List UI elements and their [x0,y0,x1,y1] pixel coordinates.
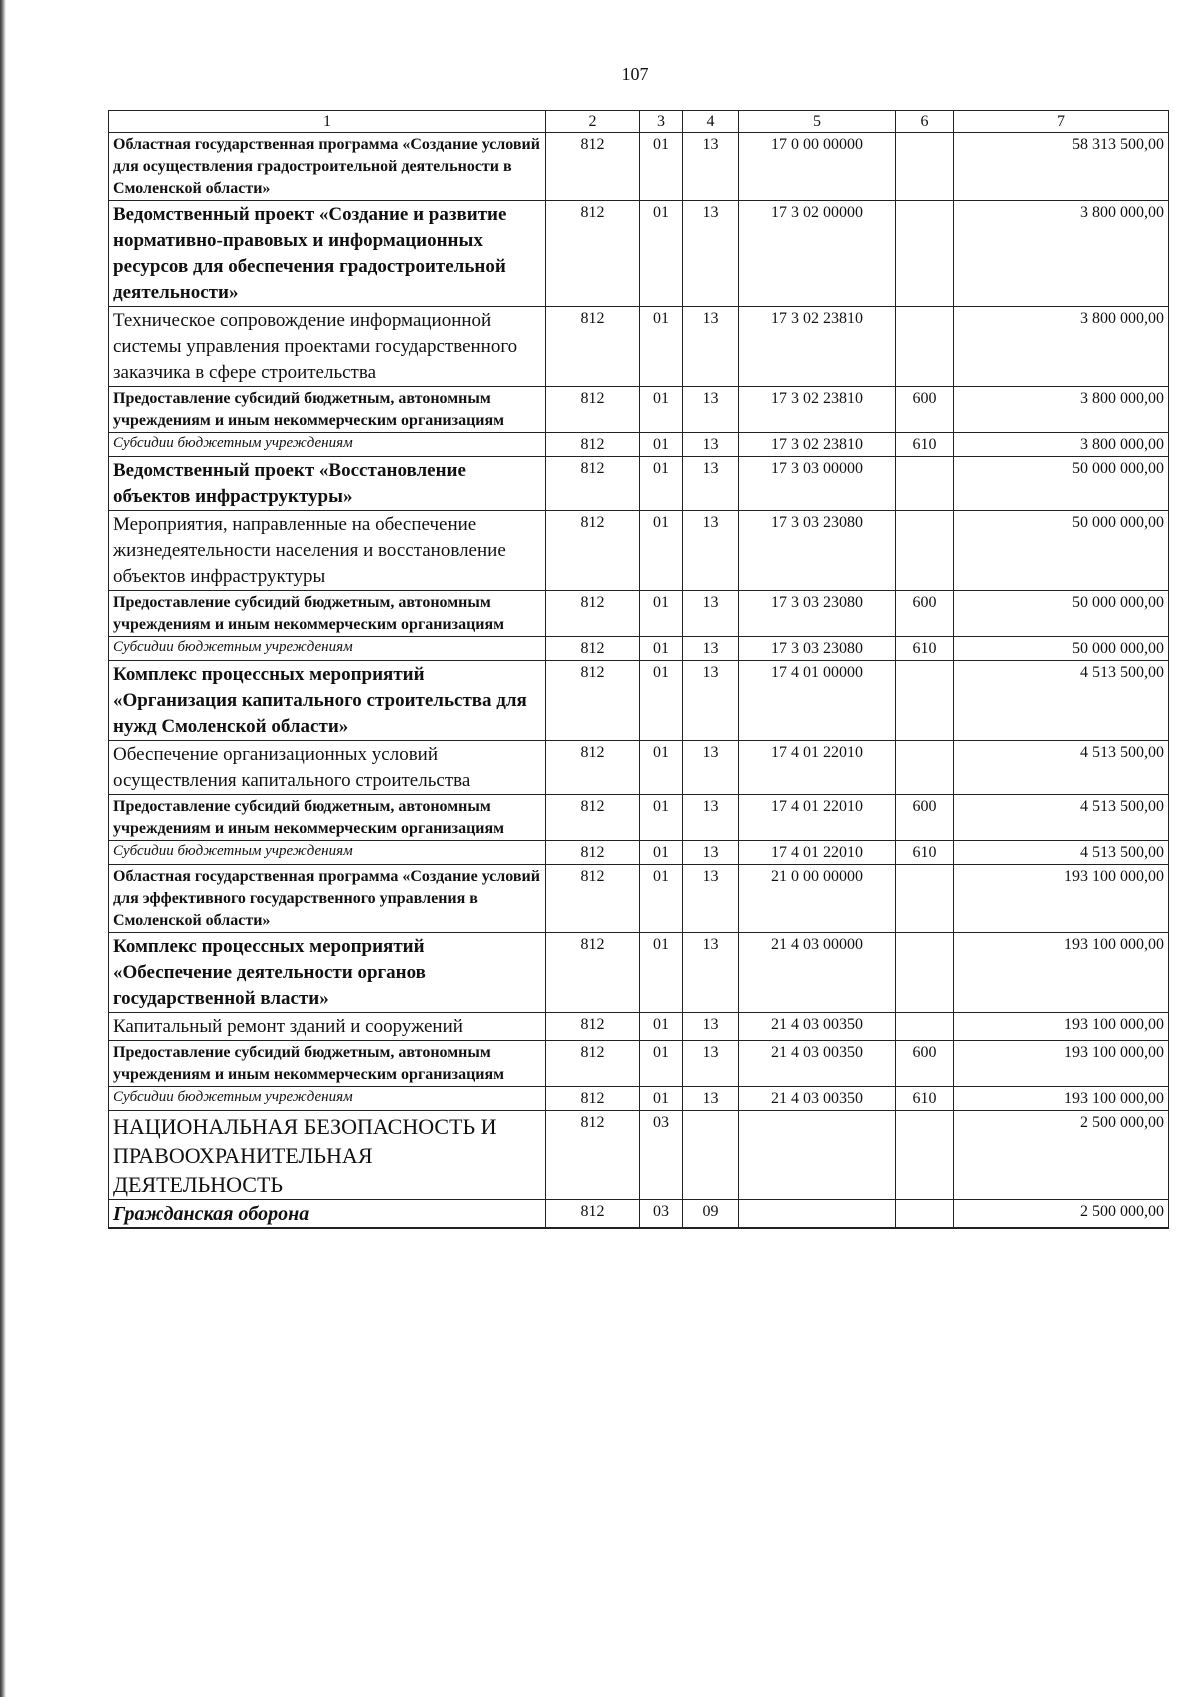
scan-edge [0,0,6,1697]
expense-type-code: 610 [896,433,954,457]
amount: 193 100 000,00 [954,1013,1169,1041]
table-row [109,1041,1169,1087]
table-row [109,387,1169,433]
subsection-code: 13 [683,201,739,307]
item-name: Ведомственный проект «Восстановление объектов инфраструктуры» [109,457,546,511]
section-code: 01 [640,1013,683,1041]
item-name: НАЦИОНАЛЬНАЯ БЕЗОПАСНОСТЬ И ПРАВООХРАНИТЕЛЬНАЯ ДЕЯТЕЛЬНОСТЬ [109,1111,546,1200]
table-row [109,1087,1169,1111]
target-article-code [739,1200,896,1229]
expense-type-code: 600 [896,591,954,637]
amount: 58 313 500,00 [954,133,1169,201]
expense-type-code [896,1013,954,1041]
target-article-code: 21 4 03 00350 [739,1087,896,1111]
amount: 2 500 000,00 [954,1200,1169,1229]
subsection-code: 13 [683,511,739,591]
amount: 193 100 000,00 [954,1041,1169,1087]
amount: 50 000 000,00 [954,637,1169,661]
target-article-code: 17 0 00 00000 [739,133,896,201]
table-body [109,111,1169,1229]
amount: 3 800 000,00 [954,201,1169,307]
table-row [109,307,1169,387]
section-code: 01 [640,661,683,741]
target-article-code: 21 4 03 00000 [739,933,896,1013]
target-article-code: 21 0 00 00000 [739,865,896,933]
header-col-4: 4 [683,111,739,133]
amount: 3 800 000,00 [954,307,1169,387]
chapter-code: 812 [546,433,640,457]
section-code: 01 [640,201,683,307]
section-code: 01 [640,1087,683,1111]
amount: 50 000 000,00 [954,511,1169,591]
table-row [109,741,1169,795]
subsection-code: 13 [683,1087,739,1111]
amount: 4 513 500,00 [954,795,1169,841]
target-article-code: 17 4 01 00000 [739,661,896,741]
subsection-code: 13 [683,1013,739,1041]
section-code: 01 [640,133,683,201]
subsection-code: 13 [683,933,739,1013]
expense-type-code: 600 [896,1041,954,1087]
chapter-code: 812 [546,1041,640,1087]
expense-type-code [896,511,954,591]
expense-type-code [896,661,954,741]
table-row [109,933,1169,1013]
item-name: Областная государственная программа «Создание условий для осуществления градостроительной деятельности в Смоленской области» [109,133,546,201]
expense-type-code [896,865,954,933]
table-row [109,661,1169,741]
subsection-code: 13 [683,661,739,741]
chapter-code: 812 [546,865,640,933]
section-code: 01 [640,933,683,1013]
table-row [109,511,1169,591]
item-name: Субсидии бюджетным учреждениям [109,841,546,865]
chapter-code: 812 [546,387,640,433]
expense-type-code [896,201,954,307]
table-row [109,1200,1169,1229]
section-code: 01 [640,511,683,591]
target-article-code [739,1111,896,1200]
item-name: Субсидии бюджетным учреждениям [109,1087,546,1111]
item-name: Капитальный ремонт зданий и сооружений [109,1013,546,1041]
expense-type-code: 600 [896,795,954,841]
item-name: Мероприятия, направленные на обеспечение жизнедеятельности населения и восстановление объектов инфраструктуры [109,511,546,591]
item-name: Предоставление субсидий бюджетным, автономным учреждениям и иным некоммерческим организациям [109,387,546,433]
amount: 193 100 000,00 [954,1087,1169,1111]
target-article-code: 17 3 03 00000 [739,457,896,511]
section-code: 01 [640,433,683,457]
amount: 4 513 500,00 [954,741,1169,795]
section-code: 01 [640,387,683,433]
chapter-code: 812 [546,661,640,741]
subsection-code [683,1111,739,1200]
chapter-code: 812 [546,1087,640,1111]
table-row [109,591,1169,637]
item-name: Ведомственный проект «Создание и развитие нормативно-правовых и информационных ресурсов для обеспечения градостроительной деятельности» [109,201,546,307]
amount: 2 500 000,00 [954,1111,1169,1200]
subsection-code: 13 [683,133,739,201]
target-article-code: 17 4 01 22010 [739,795,896,841]
expense-type-code [896,133,954,201]
chapter-code: 812 [546,307,640,387]
expense-type-code [896,933,954,1013]
subsection-code: 13 [683,865,739,933]
amount: 193 100 000,00 [954,865,1169,933]
target-article-code: 17 4 01 22010 [739,741,896,795]
chapter-code: 812 [546,511,640,591]
amount: 3 800 000,00 [954,433,1169,457]
section-code: 01 [640,591,683,637]
expense-type-code [896,1200,954,1229]
header-row [109,111,1169,133]
table-row [109,433,1169,457]
expense-type-code [896,741,954,795]
page-number: 107 [621,64,649,84]
section-code: 01 [640,795,683,841]
table-row [109,841,1169,865]
item-name: Обеспечение организационных условий осуществления капитального строительства [109,741,546,795]
section-code: 01 [640,741,683,795]
section-code: 03 [640,1111,683,1200]
table-row [109,865,1169,933]
chapter-code: 812 [546,795,640,841]
header-col-1: 1 [109,111,546,133]
chapter-code: 812 [546,933,640,1013]
header-col-2: 2 [546,111,640,133]
table-row [109,637,1169,661]
section-code: 03 [640,1200,683,1229]
subsection-code: 13 [683,387,739,433]
target-article-code: 17 3 03 23080 [739,511,896,591]
table-row [109,1111,1169,1200]
chapter-code: 812 [546,591,640,637]
table-row [109,795,1169,841]
subsection-code: 13 [683,307,739,387]
item-name: Предоставление субсидий бюджетным, автономным учреждениям и иным некоммерческим организациям [109,591,546,637]
table-row [109,457,1169,511]
amount: 50 000 000,00 [954,591,1169,637]
header-col-5: 5 [739,111,896,133]
target-article-code: 17 3 02 23810 [739,307,896,387]
target-article-code: 21 4 03 00350 [739,1013,896,1041]
target-article-code: 17 3 02 00000 [739,201,896,307]
chapter-code: 812 [546,741,640,795]
chapter-code: 812 [546,1200,640,1229]
header-col-6: 6 [896,111,954,133]
chapter-code: 812 [546,1111,640,1200]
subsection-code: 13 [683,637,739,661]
section-code: 01 [640,307,683,387]
item-name: Областная государственная программа «Создание условий для эффективного государственного управления в Смоленской области» [109,865,546,933]
expense-type-code [896,1111,954,1200]
section-code: 01 [640,841,683,865]
expense-type-code [896,307,954,387]
item-name: Комплекс процессных мероприятий «Организация капитального строительства для нужд Смоленской области» [109,661,546,741]
item-name: Техническое сопровождение информационной системы управления проектами государственного заказчика в сфере строительства [109,307,546,387]
amount: 193 100 000,00 [954,933,1169,1013]
budget-table [108,110,1169,1229]
table-row [109,133,1169,201]
expense-type-code: 610 [896,637,954,661]
header-col-7: 7 [954,111,1169,133]
item-name: Комплекс процессных мероприятий «Обеспечение деятельности органов государственной власти» [109,933,546,1013]
target-article-code: 21 4 03 00350 [739,1041,896,1087]
expense-type-code: 610 [896,841,954,865]
section-code: 01 [640,637,683,661]
target-article-code: 17 3 03 23080 [739,637,896,661]
chapter-code: 812 [546,1013,640,1041]
subsection-code: 13 [683,1041,739,1087]
subsection-code: 13 [683,457,739,511]
target-article-code: 17 3 03 23080 [739,591,896,637]
expense-type-code: 610 [896,1087,954,1111]
item-name: Субсидии бюджетным учреждениям [109,433,546,457]
chapter-code: 812 [546,133,640,201]
chapter-code: 812 [546,841,640,865]
subsection-code: 13 [683,433,739,457]
chapter-code: 812 [546,637,640,661]
section-code: 01 [640,457,683,511]
section-code: 01 [640,865,683,933]
item-name: Предоставление субсидий бюджетным, автономным учреждениям и иным некоммерческим организациям [109,1041,546,1087]
expense-type-code: 600 [896,387,954,433]
subsection-code: 13 [683,795,739,841]
amount: 3 800 000,00 [954,387,1169,433]
item-name: Предоставление субсидий бюджетным, автономным учреждениям и иным некоммерческим организациям [109,795,546,841]
subsection-code: 13 [683,591,739,637]
item-name: Субсидии бюджетным учреждениям [109,637,546,661]
subsection-code: 13 [683,741,739,795]
item-name: Гражданская оборона [109,1200,546,1229]
amount: 4 513 500,00 [954,841,1169,865]
table-row [109,201,1169,307]
table-row [109,1013,1169,1041]
chapter-code: 812 [546,201,640,307]
target-article-code: 17 4 01 22010 [739,841,896,865]
header-col-3: 3 [640,111,683,133]
target-article-code: 17 3 02 23810 [739,433,896,457]
section-code: 01 [640,1041,683,1087]
amount: 50 000 000,00 [954,457,1169,511]
expense-type-code [896,457,954,511]
chapter-code: 812 [546,457,640,511]
subsection-code: 13 [683,841,739,865]
subsection-code: 09 [683,1200,739,1229]
target-article-code: 17 3 02 23810 [739,387,896,433]
amount: 4 513 500,00 [954,661,1169,741]
